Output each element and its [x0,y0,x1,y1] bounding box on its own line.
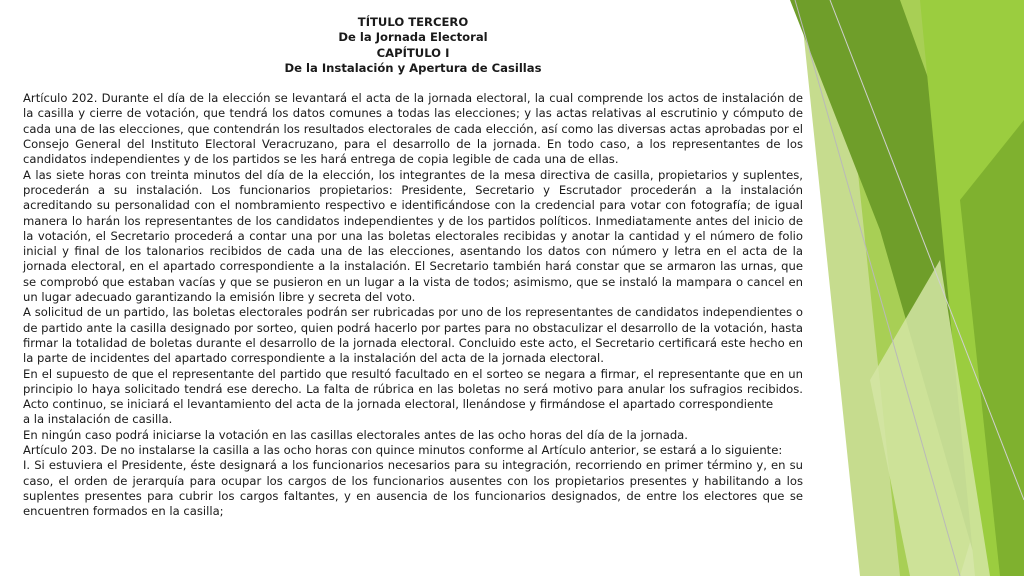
paragraph-ballot-signing: A solicitud de un partido, las boletas electorales podrán ser rubricadas por uno de los representantes de candidatos independientes o de partido ante la casilla designado por sorteo, quien podrá hacerlo por partes para no obstaculizar el desarrollo de la votación, hasta firmar la totalidad de boletas durante el desarrollo de la jornada electoral. Concluido este acto, el Secretario certificará este hecho en la parte de incidentes del apartado correspondiente a la instalación del acta de la jornada electoral. [23,305,803,366]
chapter-subtitle-heading: De la Instalación y Apertura de Casillas [284,60,542,75]
paragraph-refusal: En el supuesto de que el representante del partido que resultó facultado en el sorteo se negara a firmar, el representante que en un principio lo haya solicitado tendrá ese derecho. La falta de rúbrica en las boletas no será motivo para anular los sufragios recibidos. Acto continuo, se iniciará el levantamiento del acta de la jornada electoral, llenándose y firmándose el apartado correspondiente [23,366,803,412]
title-heading: TÍTULO TERCERO [357,15,469,29]
paragraph-article-202: Artículo 202. Durante el día de la elección se levantará el acta de la jornada electoral, la cual comprende los actos de instalación de la casilla y cierre de votación, que tendrá los datos comunes a todas las elecciones; y las actas relativas al escrutinio y cómputo de cada una de las elecciones, que contendrán los resultados electorales de cada elección, así como las diversas actas aprobadas por el Consejo General del Instituto Electoral Veracruzano, para el desarrollo de la jornada. En todo caso, a los representantes de los candidatos independientes y de los partidos se les hará entrega de copia legible de cada una de ellas. [23,91,803,167]
paragraph-no-voting-before: En ningún caso podrá iniciarse la votación en las casillas electorales antes de las ocho horas del día de la jornada. [23,427,688,442]
paragraph-article-203: Artículo 203. De no instalarse la casilla a las ocho horas con quince minutos conforme al Artículo anterior, se estará a lo siguiente: [23,443,783,458]
chapter-heading: CAPÍTULO I [376,45,450,60]
paragraph-installation: A las siete horas con treinta minutos del día de la elección, los integrantes de la mesa directiva de casilla, propietarios y suplentes, procederán a su instalación. Los funcionarios propietarios: Presidente, Secretario y Escrutador procederán a la instalación acreditando su personalidad con el nombramiento respectivo e identificándose con la credencial para votar con fotografía; de igual manera lo harán los representantes de los candidatos independientes y de los partidos políticos. Inmediatamente antes del inicio de la votación, el Secretario procederá a contar una por una las boletas electorales recibidas y anotar la cantidad y el número de folio inicial y final de los talonarios recibidos de cada una de las elecciones, asentando los datos con número y letra en el acta de la jornada electoral, en el apartado correspondiente a la instalación. El Secretario también hará constar que se armaron las urnas, que se comprobó que estaban vacías y que se pusieron en un lugar a la vista de todos; asimismo, que se instaló la mampara o cancel en un lugar adecuado garantizando la emisión libre y secreta del voto. [23,167,803,305]
document-text [23,15,803,520]
paragraph-fraction-i: I. Si estuviera el Presidente, éste designará a los funcionarios necesarios para su integración, recorriendo en primer término y, en su caso, el orden de jerarquía para ocupar los cargos de los funcionarios ausentes con los propietarios presentes y habilitando a los suplentes presentes para cubrir los cargos faltantes, y en ausencia de los funcionarios designados, de entre los electores que se encuentren formados en la casilla; [23,458,803,519]
headings-block [23,15,803,76]
subtitle-heading: De la Jornada Electoral [338,30,488,45]
paragraph-installation-end: a la instalación de casilla. [23,412,173,427]
